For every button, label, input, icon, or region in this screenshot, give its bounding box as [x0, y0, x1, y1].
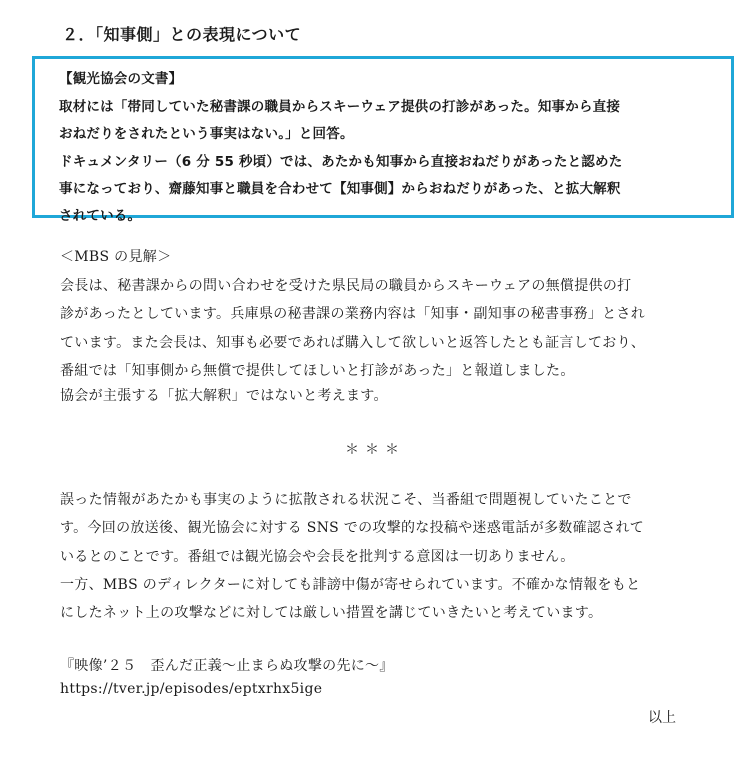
section-heading: ２．「知事側」との表現について	[62, 25, 302, 44]
mbs-view-line: 診があったとしています。兵庫県の秘書課の業務内容は「知事・副知事の秘書事務」とされ	[60, 306, 646, 322]
mbs-view-line: 協会が主張する「拡大解釈」ではないと考えます。	[60, 388, 388, 404]
mbs-view-title: ＜MBS の見解＞	[60, 249, 172, 265]
closing-line: す。今回の放送後、観光協会に対する SNS での攻撃的な投稿や迷惑電話が多数確認されて	[60, 520, 645, 536]
quote-line: 取材には「帯同していた秘書課の職員からスキーウェア提供の打診があった。知事から直接	[59, 99, 621, 115]
mbs-view-line: 番組では「知事側から無償で提供してほしいと打診があった」と報道しました。	[60, 363, 575, 379]
quote-line: ドキュメンタリー（6 分 55 秒頃）では、あたかも知事から直接おねだりがあったと認めた	[59, 154, 623, 170]
closing-line: 誤った情報があたかも事実のように拡散される状況こそ、当番組で問題視していたことで	[60, 492, 632, 508]
closing-line: いるとのことです。番組では観光協会や会長を批判する意図は一切ありません。	[60, 549, 575, 565]
closing-line: 一方、MBS のディレクターに対しても誹謗中傷が寄せられています。不確かな情報をもと	[60, 577, 641, 593]
mbs-view-line: ています。また会長は、知事も必要であれば購入して欲しいと返答したとも証言しており、	[60, 335, 646, 351]
quote-line: 事になっており、齋藤知事と職員を合わせて【知事側】からおねだりがあった、と拡大解釈	[59, 181, 621, 197]
quote-line: おねだりをされたという事実はない。」と回答。	[59, 126, 354, 142]
closing-line: にしたネット上の攻撃などに対しては厳しい措置を講じていきたいと考えています。	[60, 605, 603, 621]
program-title: 『映像’２５ 歪んだ正義～止まらぬ攻撃の先に～』	[60, 658, 394, 674]
mbs-view-line: 会長は、秘書課からの問い合わせを受けた県民局の職員からスキーウェアの無償提供の打	[60, 278, 632, 294]
quote-box-title: 【観光協会の文書】	[59, 71, 183, 87]
quoted-document-box	[32, 56, 734, 224]
end-mark: 以上	[648, 710, 676, 726]
quote-line: されている。	[59, 208, 142, 224]
section-separator: ＊＊＊	[345, 442, 405, 458]
program-url: https://tver.jp/episodes/eptxrhx5ige	[60, 681, 323, 697]
